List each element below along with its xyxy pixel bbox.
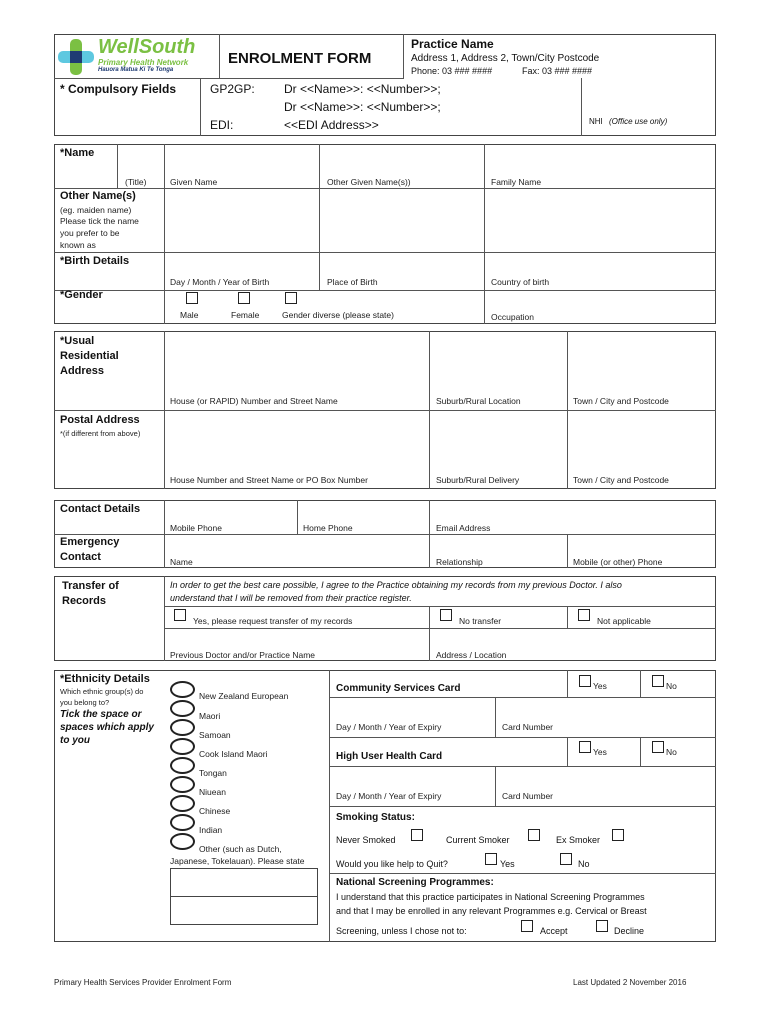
divider — [54, 410, 716, 411]
gender-label: *Gender — [60, 289, 103, 301]
transfer-na-checkbox[interactable] — [578, 609, 590, 621]
house-label: House (or RAPID) Number and Street Name — [170, 396, 338, 406]
divider — [329, 766, 716, 767]
quit-yes-checkbox[interactable] — [485, 853, 497, 865]
male-checkbox[interactable] — [186, 292, 198, 304]
logo-maori: Hauora Matua Ki Te Tonga — [98, 67, 174, 73]
edi-label: EDI: — [210, 118, 234, 132]
transfer-yes-label: Yes, please request transfer of my records — [193, 616, 353, 626]
quit-no-label: No — [578, 859, 590, 869]
prev-doctor-label: Previous Doctor and/or Practice Name — [170, 650, 316, 660]
divider — [495, 697, 496, 737]
title-label: (Title) — [125, 177, 147, 187]
screening-accept-checkbox[interactable] — [521, 920, 533, 932]
divider — [429, 606, 430, 661]
divider — [329, 737, 716, 738]
transfer-label-2: Records — [62, 595, 107, 607]
divider — [329, 873, 716, 874]
divider — [54, 78, 404, 79]
transfer-yes-checkbox[interactable] — [174, 609, 186, 621]
nhi-label: NHI — [589, 117, 603, 126]
divider — [567, 670, 568, 697]
divider — [164, 606, 716, 607]
mobile-label: Mobile Phone — [170, 523, 222, 533]
divider — [329, 806, 716, 807]
place-birth-label: Place of Birth — [327, 277, 378, 287]
practice-fax: Fax: 03 ### #### — [522, 66, 593, 76]
smoking-label: Smoking Status: — [336, 812, 415, 823]
footer-right: Last Updated 2 November 2016 — [573, 978, 687, 987]
dob-label: Day / Month / Year of Birth — [170, 277, 270, 287]
practice-phone: Phone: 03 ### #### — [411, 66, 493, 76]
compulsory-note: * Compulsory Fields — [60, 82, 177, 96]
divider — [219, 34, 220, 78]
ethnicity-option-circle[interactable] — [170, 795, 195, 812]
postal-note: *(if different from above) — [60, 429, 141, 438]
practice-address: Address 1, Address 2, Town/City Postcode — [411, 53, 600, 64]
transfer-no-checkbox[interactable] — [440, 609, 452, 621]
postal-address-label: Postal Address — [60, 414, 140, 426]
usual-address-label-2: Residential — [60, 350, 119, 362]
ethnicity-other-input-1[interactable] — [170, 868, 318, 897]
divider — [319, 144, 320, 290]
name-label: *Name — [60, 147, 95, 159]
ethnicity-question-2: you belong to? — [60, 698, 110, 707]
divider — [403, 34, 404, 78]
town-label: Town / City and Postcode — [573, 396, 669, 406]
edi-value: <<EDI Address>> — [284, 118, 379, 132]
suburb-label: Suburb/Rural Location — [436, 396, 521, 406]
current-smoker-label: Current Smoker — [446, 835, 510, 845]
nhi-note: (Office use only) — [609, 117, 668, 126]
divider — [164, 576, 165, 661]
ethnicity-option-circle[interactable] — [170, 776, 195, 793]
practice-name: Practice Name — [411, 37, 494, 51]
other-names-label: Other Name(s) — [60, 190, 136, 202]
huhc-yes-checkbox[interactable] — [579, 741, 591, 753]
town2-label: Town / City and Postcode — [573, 475, 669, 485]
ex-smoker-label: Ex Smoker — [556, 835, 601, 845]
wellsouth-logo — [58, 38, 218, 76]
ethnicity-option-label: Indian — [199, 825, 223, 835]
ex-smoker-checkbox[interactable] — [612, 829, 624, 841]
divider — [164, 628, 716, 629]
cross-logo-icon — [58, 38, 94, 76]
relationship-label: Relationship — [436, 557, 483, 567]
emergency-label-2: Contact — [60, 551, 101, 563]
screening-text-1: I understand that this practice participates in National Screening Programmes — [336, 892, 645, 902]
divider — [54, 252, 716, 253]
huhc-number-label: Card Number — [502, 791, 554, 801]
huhc-no-checkbox[interactable] — [652, 741, 664, 753]
screening-label: National Screening Programmes: — [336, 877, 494, 888]
transfer-text-2: understand that I will be removed from their practice register. — [170, 593, 412, 603]
birth-label: *Birth Details — [60, 255, 130, 267]
ethnicity-option-circle[interactable] — [170, 814, 195, 831]
csc-yes-checkbox[interactable] — [579, 675, 591, 687]
current-smoker-checkbox[interactable] — [528, 829, 540, 841]
gp2gp-line2: Dr <<Name>>: <<Number>>; — [284, 100, 441, 114]
ethnicity-option-circle[interactable] — [170, 681, 195, 698]
country-birth-label: Country of birth — [491, 277, 550, 287]
divider — [117, 144, 118, 188]
screening-text-2: and that I may be enrolled in any relevant Programmes e.g. Cervical or Breast — [336, 906, 647, 916]
quit-no-checkbox[interactable] — [560, 853, 572, 865]
ethnicity-tick-3: to you — [60, 735, 90, 746]
logo-name: WellSouth — [98, 36, 196, 58]
divider — [640, 670, 641, 697]
ethnicity-option-label: Cook Island Maori — [199, 749, 268, 759]
diverse-label: Gender diverse (please state) — [282, 310, 394, 320]
gp2gp-label: GP2GP: — [210, 82, 255, 96]
divider — [640, 737, 641, 766]
addr-location-label: Address / Location — [436, 650, 507, 660]
never-smoked-label: Never Smoked — [336, 835, 396, 845]
gp2gp-line1: Dr <<Name>>: <<Number>>; — [284, 82, 441, 96]
given-name-label: Given Name — [170, 177, 218, 187]
contact-details-label: Contact Details — [60, 503, 141, 515]
screening-decline-label: Decline — [614, 926, 645, 936]
other-names-note-4: known as — [60, 240, 96, 250]
ethnicity-option-label: Chinese — [199, 806, 231, 816]
transfer-no-label: No transfer — [459, 616, 502, 626]
ethnicity-option-label: New Zealand European — [199, 691, 289, 701]
screening-decline-checkbox[interactable] — [596, 920, 608, 932]
divider — [297, 500, 298, 534]
divider — [329, 697, 716, 698]
huhc-label: High User Health Card — [336, 751, 443, 762]
ethnicity-other-1: Other (such as Dutch, — [199, 844, 282, 854]
screening-accept-label: Accept — [540, 926, 568, 936]
email-label: Email Address — [436, 523, 491, 533]
usual-address-label-3: Address — [60, 365, 105, 377]
mobile-other-label: Mobile (or other) Phone — [573, 557, 663, 567]
divider — [567, 534, 568, 568]
transfer-na-label: Not applicable — [597, 616, 651, 626]
screening-text-3: Screening, unless I chose not to: — [336, 926, 467, 936]
usual-address-label-1: *Usual — [60, 335, 95, 347]
transfer-label-1: Transfer of — [62, 580, 119, 592]
ethnicity-other-input-2[interactable] — [170, 896, 318, 925]
footer-left: Primary Health Services Provider Enrolment Form — [54, 978, 232, 987]
ethnicity-option-label: Niuean — [199, 787, 226, 797]
divider — [54, 290, 716, 291]
huhc-no-label: No — [666, 747, 677, 757]
female-checkbox[interactable] — [238, 292, 250, 304]
quit-question: Would you like help to Quit? — [336, 859, 448, 869]
csc-number-label: Card Number — [502, 722, 554, 732]
divider — [484, 144, 485, 324]
female-label: Female — [231, 310, 260, 320]
ethnicity-question-1: Which ethnic group(s) do — [60, 687, 144, 696]
divider — [200, 78, 201, 136]
other-names-note-3: you prefer to be — [60, 228, 120, 238]
ethnicity-tick-2: spaces which apply — [60, 722, 154, 733]
divider — [567, 606, 568, 628]
home-phone-label: Home Phone — [303, 523, 353, 533]
divider — [164, 144, 165, 324]
other-names-note-1: (eg. maiden name) — [60, 205, 132, 215]
ethnicity-option-circle[interactable] — [170, 738, 195, 755]
huhc-yes-label: Yes — [593, 747, 607, 757]
ethnicity-option-label: Tongan — [199, 768, 227, 778]
emergency-name-label: Name — [170, 557, 193, 567]
ethnicity-option-label: Samoan — [199, 730, 231, 740]
other-names-note-2: Please tick the name — [60, 216, 139, 226]
ethnicity-option-circle[interactable] — [170, 719, 195, 736]
other-given-label: Other Given Name(s)) — [327, 177, 411, 187]
logo-subtitle: Primary Health Network — [98, 58, 189, 67]
ethnicity-option-label: Maori — [199, 711, 221, 721]
divider — [567, 737, 568, 766]
ethnicity-label: *Ethnicity Details — [60, 673, 150, 685]
occupation-label: Occupation — [491, 312, 534, 322]
divider — [495, 766, 496, 806]
ethnicity-other-2: Japanese, Tokelauan). Please state — [170, 856, 305, 866]
csc-no-label: No — [666, 681, 677, 691]
transfer-text-1: In order to get the best care possible, I agree to the Practice obtaining my records from my previous Doctor. I also — [170, 580, 622, 590]
csc-label: Community Services Card — [336, 683, 461, 694]
divider — [581, 78, 582, 136]
suburb2-label: Suburb/Rural Delivery — [436, 475, 520, 485]
form-title: ENROLMENT FORM — [228, 50, 372, 67]
family-name-label: Family Name — [491, 177, 542, 187]
male-label: Male — [180, 310, 199, 320]
huhc-expiry-label: Day / Month / Year of Expiry — [336, 791, 442, 801]
diverse-checkbox[interactable] — [285, 292, 297, 304]
csc-no-checkbox[interactable] — [652, 675, 664, 687]
divider — [54, 188, 716, 189]
never-smoked-checkbox[interactable] — [411, 829, 423, 841]
ethnicity-option-circle[interactable] — [170, 757, 195, 774]
divider — [54, 534, 716, 535]
personal-section — [54, 144, 716, 324]
ethnicity-option-circle[interactable] — [170, 833, 195, 850]
csc-expiry-label: Day / Month / Year of Expiry — [336, 722, 442, 732]
ethnicity-tick-1: Tick the space or — [60, 709, 142, 720]
csc-yes-label: Yes — [593, 681, 607, 691]
emergency-label-1: Emergency — [60, 536, 120, 548]
ethnicity-option-circle[interactable] — [170, 700, 195, 717]
house2-label: House Number and Street Name or PO Box Number — [170, 475, 368, 485]
quit-yes-label: Yes — [500, 859, 515, 869]
